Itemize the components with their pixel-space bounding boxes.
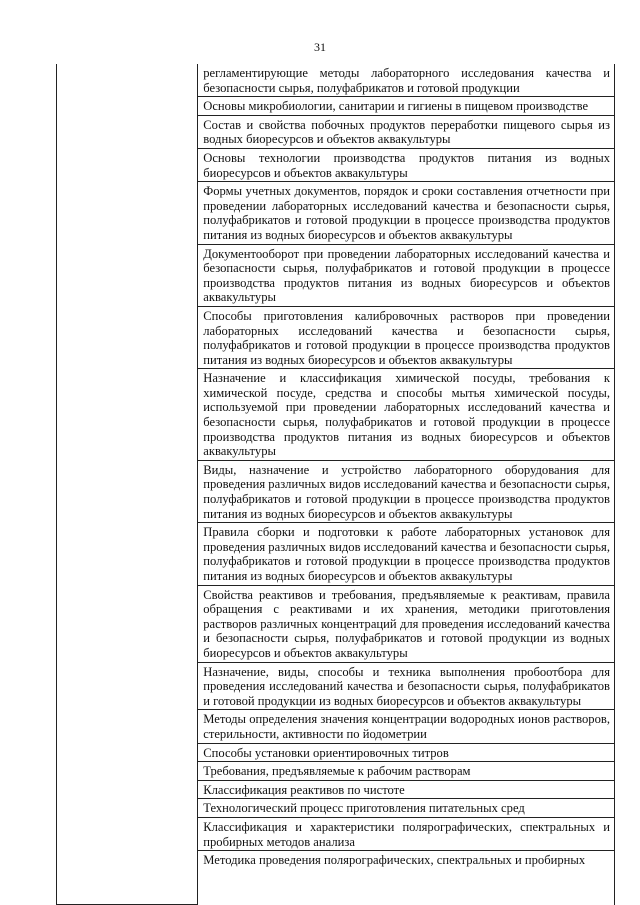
requirements-table	[56, 64, 615, 905]
table-cell	[198, 780, 615, 799]
cell-text: Технологический процесс приготовления питательных сред	[203, 801, 525, 816]
table-cell	[198, 851, 615, 905]
cell-text: Классификация реактивов по чистоте	[203, 782, 405, 797]
table-cell	[198, 182, 615, 244]
table-cell	[198, 64, 615, 97]
table-cell	[198, 460, 615, 522]
table-cell	[198, 585, 615, 662]
cell-text: Методы определения значения концентрации водородных ионов растворов, стерильности, активности по йодометрии	[203, 712, 610, 741]
table-cell	[198, 662, 615, 710]
cell-text: Основы технологии производства продуктов питания из водных биоресурсов и объектов аквакультуры	[203, 150, 610, 180]
cell-text: Назначение и классификация химической посуды, требования к химической посуде, средства и способы мытья химической посуды, используемой при проведении лабораторных исследований качества и безопасности сырья, полуфабрикатов и готовой продукции в процессе производства продуктов питания из водных биоресурсов и объектов аквакультуры	[203, 371, 610, 459]
cell-text: Способы приготовления калибровочных растворов при проведении лабораторных исследований качества и безопасности сырья, полуфабрикатов и готовой продукции в процессе производства продуктов питания из водных биоресурсов и объектов аквакультуры	[203, 308, 610, 367]
cell-text: Виды, назначение и устройство лабораторного оборудования для проведения различных видов исследований качества и безопасности сырья, полуфабрикатов и готовой продукции в процессе производства продуктов питания из водных биоресурсов и объектов аквакультуры	[203, 462, 610, 521]
left-column-cell	[57, 64, 198, 905]
cell-text: Формы учетных документов, порядок и сроки составления отчетности при проведении лабораторных исследований качества и безопасности сырья, полуфабрикатов и готовой продукции в процессе производства продуктов питания из водных биоресурсов и объектов аквакультуры	[203, 184, 610, 242]
table-cell	[198, 743, 615, 762]
table-cell	[198, 97, 615, 116]
cell-text: Методика проведения полярографических, спектральных и пробирных	[203, 853, 586, 868]
table-cell	[198, 115, 615, 148]
page-number: 31	[314, 40, 326, 54]
table-cell	[198, 710, 615, 743]
cell-text: Способы установки ориентировочных титров	[203, 745, 449, 760]
table-cell	[198, 244, 615, 306]
cell-text: Основы микробиологии, санитарии и гигиены в пищевом производстве	[203, 99, 589, 114]
table-cell	[198, 148, 615, 181]
cell-text: Состав и свойства побочных продуктов переработки пищевого сырья из водных биоресурсов и объектов аквакультуры	[203, 117, 610, 147]
cell-text: Свойства реактивов и требования, предъявляемые к реактивам, правила обращения с реактивами и их хранения, методики приготовления растворов различных концентраций для проведения исследований качества и безопасности сырья, полуфабрикатов и готовой продукции из водных биоресурсов и объектов аквакультуры	[203, 587, 610, 660]
table-cell	[198, 762, 615, 781]
table-cell	[198, 523, 615, 585]
table-cell	[198, 799, 615, 818]
cell-text: Правила сборки и подготовки к работе лабораторных установок для проведения различных видов исследований качества и безопасности сырья, полуфабрикатов и готовой продукции в процессе производства продуктов питания из водных биоресурсов и объектов аквакультуры	[203, 525, 610, 583]
table-row	[57, 64, 615, 97]
cell-text: регламентирующие методы лабораторного исследования качества и безопасности сырья, полуфабрикатов и готовой продукции	[203, 66, 610, 95]
cell-text: Требования, предъявляемые к рабочим растворам	[203, 764, 471, 779]
cell-text: Назначение, виды, способы и техника выполнения пробоотбора для проведения исследований качества и безопасности сырья, полуфабрикатов и готовой продукции из водных биоресурсов и объектов аквакультуры	[203, 664, 610, 708]
cell-text: Классификация и характеристики полярографических, спектральных и пробирных методов анализа	[203, 819, 610, 849]
cell-text: Документооборот при проведении лабораторных исследований качества и безопасности сырья, полуфабрикатов и готовой продукции в процессе производства продуктов питания из водных биоресурсов и объектов аквакультуры	[203, 246, 610, 305]
table-cell	[198, 369, 615, 461]
table-cell	[198, 817, 615, 850]
table-cell	[198, 306, 615, 368]
